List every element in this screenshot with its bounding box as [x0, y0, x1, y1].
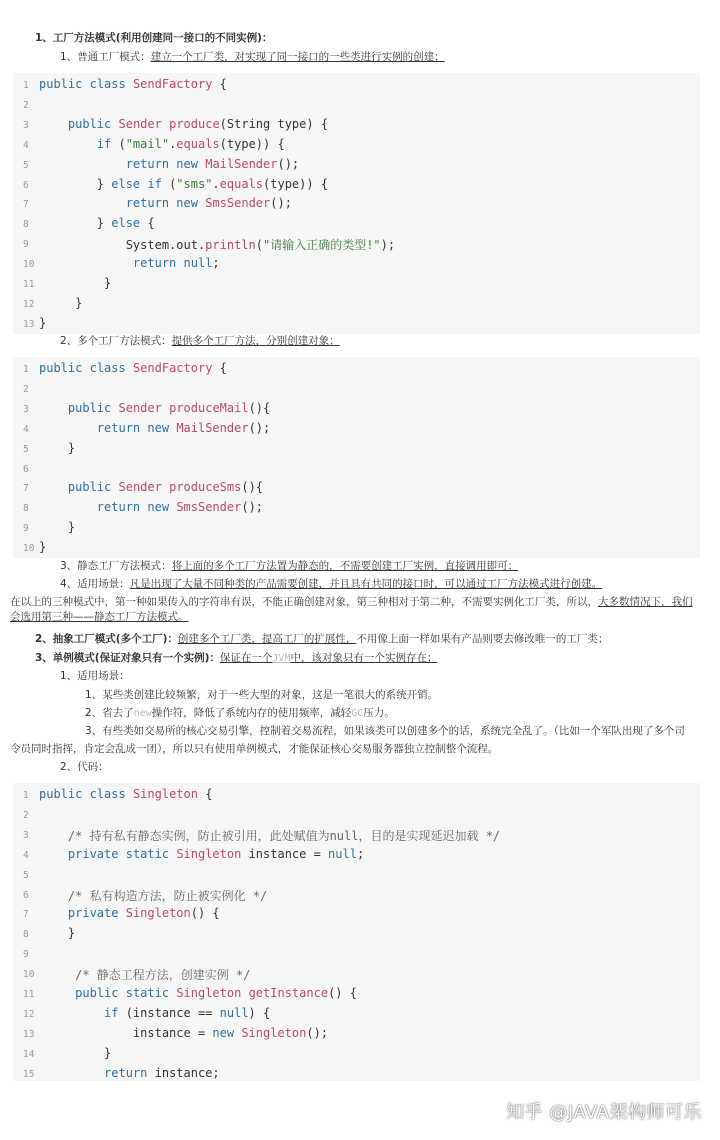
line-number: 6 [23, 889, 29, 901]
code-line [13, 314, 700, 334]
code-line [13, 964, 700, 984]
code-text: private Singleton() { [67, 906, 220, 921]
section-2-text: 不用像上面一样如果有产品则要去修改唯一的工厂类； [356, 633, 609, 645]
code-text: public class Singleton { [39, 787, 213, 801]
code-line [13, 1044, 700, 1064]
code-block-1 [13, 73, 700, 334]
code-line [13, 498, 700, 518]
section-3 [35, 651, 437, 666]
code-line [13, 1024, 700, 1044]
line-number: 5 [23, 159, 29, 171]
code-text: return new MailSender(); [125, 156, 300, 171]
code-line [13, 439, 700, 459]
code-block-3 [13, 783, 700, 1081]
section-3-1-2-b: 操作符，降低了系统内存的使用频率，减轻 [151, 707, 352, 719]
section-3-heading: 3、单例模式(保证对象只有一个实例)： [35, 652, 220, 664]
code-line [13, 885, 700, 905]
line-number: 3 [23, 829, 29, 841]
section-2-text-underlined: 创建多个工厂类，提高工厂的扩展性， [177, 633, 357, 645]
code-text: return new MailSender(); [96, 420, 271, 435]
section-1-4-continued [10, 595, 700, 625]
code-line [13, 379, 700, 399]
code-line [13, 944, 700, 964]
section-2 [35, 632, 608, 647]
code-text: return null; [132, 256, 220, 271]
section-2-heading: 2、抽象工厂模式(多个工厂)： [35, 633, 178, 645]
code-line [13, 294, 700, 314]
section-3-1-2 [85, 706, 395, 721]
line-number: 9 [23, 949, 29, 961]
line-number: 6 [23, 463, 29, 475]
section-3-1: 1、适用场景： [60, 670, 130, 682]
code-line [13, 478, 700, 498]
code-text: instance = new Singleton(); [39, 1025, 329, 1040]
code-text: public class SendFactory { [39, 361, 227, 375]
code-text: /* 私有构造方法，防止被实例化 */ [39, 888, 268, 903]
code-text: public Sender produceMail(){ [67, 400, 271, 415]
code-text: public static Singleton getInstance() { [75, 986, 357, 1000]
code-line [13, 845, 700, 865]
code-text: /* 静态工程方法，创建实例 */ [39, 968, 251, 983]
code-text: } [39, 295, 83, 310]
section-3-1-3-a: 3、有些类如交易所的核心交易引擎，控制着交易流程，如果该类可以创建多个的话，系统完全乱了。（比如一个军队出现了多个司 [85, 725, 685, 737]
code-text: public Sender produceSms(){ [67, 480, 264, 495]
section-3-text-a: 保证在一个 [219, 652, 273, 664]
line-number: 15 [23, 1068, 35, 1080]
code-line [13, 785, 700, 805]
line-number: 10 [23, 969, 35, 981]
code-line [13, 459, 700, 479]
line-number: 9 [23, 523, 29, 535]
section-3-2: 2、代码： [60, 761, 109, 773]
line-number: 7 [23, 909, 29, 921]
line-number: 4 [23, 849, 29, 861]
code-text: return new SmsSender(); [96, 500, 264, 515]
section-1-4-prefix: 4、适用场景： [60, 578, 130, 590]
code-line [13, 825, 700, 845]
line-number: 5 [23, 869, 29, 881]
section-3-text-b: 中，该对象只有一个实例存在； [290, 652, 438, 664]
code-text: } else if ("sms".equals(type)) { [39, 176, 329, 191]
code-line [13, 155, 700, 175]
code-text: if (instance == null) { [104, 1005, 271, 1020]
line-number: 13 [23, 318, 35, 330]
code-line [13, 254, 700, 274]
section-1-1-prefix: 1、普通工厂模式： [60, 51, 151, 63]
line-number: 8 [23, 219, 29, 231]
code-text: public class SendFactory { [39, 77, 227, 91]
code-line [13, 214, 700, 234]
section-1-1 [60, 50, 445, 65]
line-number: 7 [23, 199, 29, 211]
code-line [13, 419, 700, 439]
code-line [13, 359, 700, 379]
code-text: System.out.println("请输入正确的类型!"); [39, 238, 396, 253]
code-text: } else { [39, 216, 155, 231]
code-line [13, 234, 700, 254]
code-line [13, 95, 700, 115]
code-line [13, 175, 700, 195]
code-text: /* 持有私有静态实例，防止被引用，此处赋值为null，目的是实现延迟加载 */ [39, 828, 501, 843]
section-3-1-3-b: 令员同时指挥，肯定会乱成一团），所以只有使用单例模式，才能保证核心交易服务器独立控制整个流程。 [10, 743, 499, 755]
code-line [13, 115, 700, 135]
line-number: 11 [23, 989, 35, 1000]
code-text: } [39, 520, 76, 535]
section-3-1-2-c: 压力。 [363, 707, 395, 719]
line-number: 3 [23, 119, 29, 131]
section-1-4-text-c: 大多数情况下，我们会选用第三种——静态工厂方法模式。 [10, 596, 693, 623]
section-1-4-text-b: 在以上的三种模式中，第一种如果传入的字符串有误，不能正确创建对象，第三种相对于第二种，不需要实例化工厂类，所以， [10, 596, 598, 608]
line-number: 7 [23, 483, 29, 495]
line-number: 4 [23, 139, 29, 151]
code-line [13, 984, 700, 1004]
line-number: 5 [23, 443, 29, 455]
section-1-3-prefix: 3、静态工厂方法模式： [60, 560, 172, 572]
section-1-4-text-a: 凡是出现了大量不同种类的产品需要创建，并且具有共同的接口时，可以通过工厂方法模式进行创建。 [129, 578, 603, 590]
code-line [13, 924, 700, 944]
line-number: 12 [23, 298, 35, 310]
line-number: 8 [23, 503, 29, 515]
line-number: 4 [23, 423, 29, 435]
code-line [13, 1064, 700, 1084]
line-number: 9 [23, 239, 29, 251]
code-line [13, 274, 700, 294]
section-3-1-2-a: 2、省去了 [85, 707, 134, 719]
section-1-2 [60, 334, 340, 349]
code-line [13, 135, 700, 155]
code-text: public Sender produce(String type) { [67, 116, 329, 131]
section-1-3 [60, 559, 518, 574]
section-3-jvm: JVM [272, 653, 291, 664]
line-number: 13 [23, 1028, 35, 1040]
section-3-1-1: 1、某些类创建比较频繁，对于一些大型的对象，这是一笔很大的系统开销。 [85, 689, 439, 701]
section-3-1-2-gc: GC [351, 708, 364, 719]
code-line [13, 75, 700, 95]
line-number: 2 [23, 809, 29, 821]
watermark: 知乎 @JAVA架构师可乐 [506, 1102, 702, 1123]
code-line [13, 865, 700, 885]
line-number: 1 [23, 364, 29, 375]
section-1-1-text: 建立一个工厂类，对实现了同一接口的一些类进行实例的创建； [150, 51, 445, 63]
line-number: 12 [23, 1008, 35, 1020]
code-line [13, 538, 700, 558]
code-line [13, 904, 700, 924]
section-1-2-prefix: 2、多个工厂方法模式： [60, 335, 172, 347]
line-number: 2 [23, 383, 29, 395]
code-text: return new SmsSender(); [125, 196, 292, 211]
section-1-heading: 1、工厂方法模式(利用创建同一接口的不同实例)： [35, 32, 273, 44]
code-text: } [39, 440, 76, 455]
code-line [13, 399, 700, 419]
section-1-4-line-1 [60, 577, 602, 592]
line-number: 3 [23, 403, 29, 415]
code-line [13, 805, 700, 825]
line-number: 8 [23, 929, 29, 941]
code-text: if ("mail".equals(type)) { [96, 136, 285, 151]
line-number: 1 [23, 80, 29, 91]
code-text: return instance; [104, 1065, 220, 1080]
section-1-3-text: 将上面的多个工厂方法置为静态的，不需要创建工厂实例，直接调用即可； [171, 560, 519, 572]
line-number: 10 [23, 543, 35, 555]
code-text: } [39, 276, 112, 290]
line-number: 11 [23, 279, 35, 290]
line-number: 10 [23, 259, 35, 271]
code-block-2 [13, 357, 700, 558]
code-line [13, 518, 700, 538]
code-text: } [39, 926, 76, 941]
line-number: 1 [23, 790, 29, 801]
line-number: 14 [23, 1048, 35, 1060]
section-1-2-text: 提供多个工厂方法，分别创建对象； [171, 335, 340, 347]
code-text: } [39, 540, 47, 555]
line-number: 6 [23, 179, 29, 191]
code-line [13, 194, 700, 214]
code-text: } [39, 1045, 112, 1060]
section-3-1-2-new: new [133, 708, 152, 719]
code-text: private static Singleton instance = null; [67, 846, 365, 861]
line-number: 2 [23, 99, 29, 111]
code-line [13, 1004, 700, 1024]
code-text: } [39, 315, 47, 330]
